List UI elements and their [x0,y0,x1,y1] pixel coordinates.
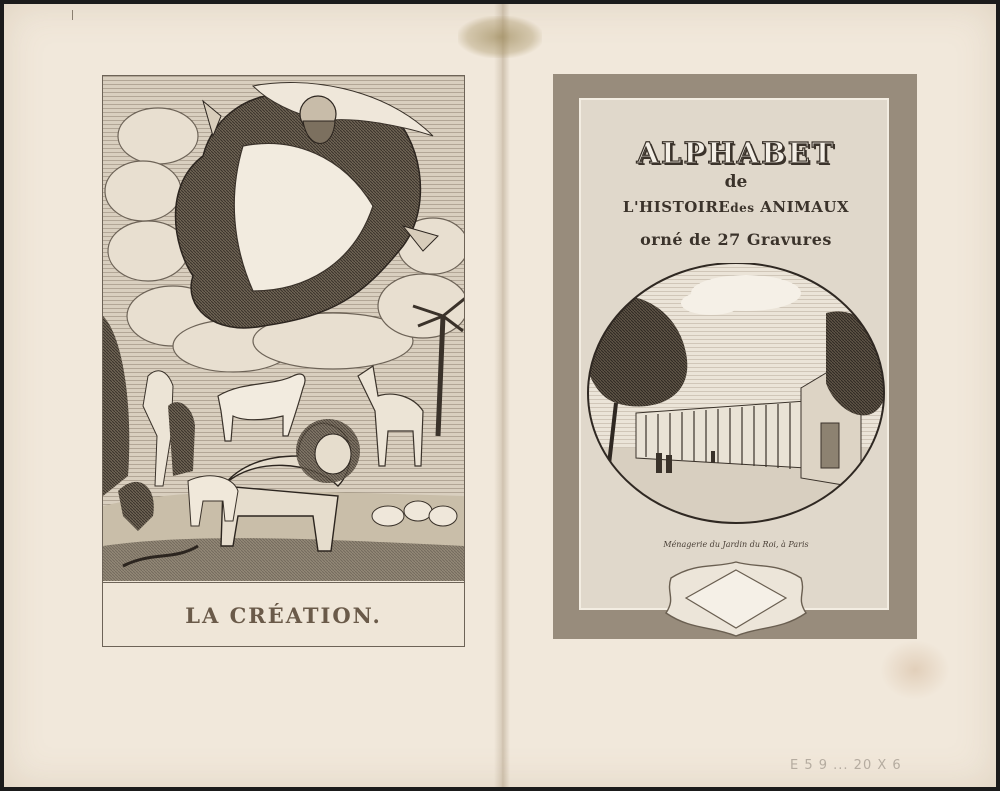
title-histoire: L'HISTOIRE [622,198,731,216]
title-gravures: orné de 27 Gravures [640,230,832,249]
foxing-stain [880,640,950,700]
creation-engraving [103,76,464,581]
center-fold [494,4,510,787]
title-de: de [724,172,748,192]
creation-plate [102,75,465,647]
title-main: ALPHABET [636,136,836,170]
pencil-inscription: E 5 9 ... 20 X 6 [790,758,902,773]
title-page-frame [553,74,917,639]
caption-box [103,582,464,647]
title-subject [581,198,891,216]
title-animaux: ANIMAUX [760,198,850,216]
ornamental-cartouche [661,558,811,638]
menagerie-vignette [586,263,886,553]
vignette-caption: Ménagerie du Jardin du Roi, à Paris [663,540,809,549]
margin-mark [72,10,73,20]
plate-caption: LA CRÉATION. [185,602,382,628]
title-page-panel [579,98,889,610]
tape-stain [458,16,542,58]
title-des: des [730,201,755,215]
